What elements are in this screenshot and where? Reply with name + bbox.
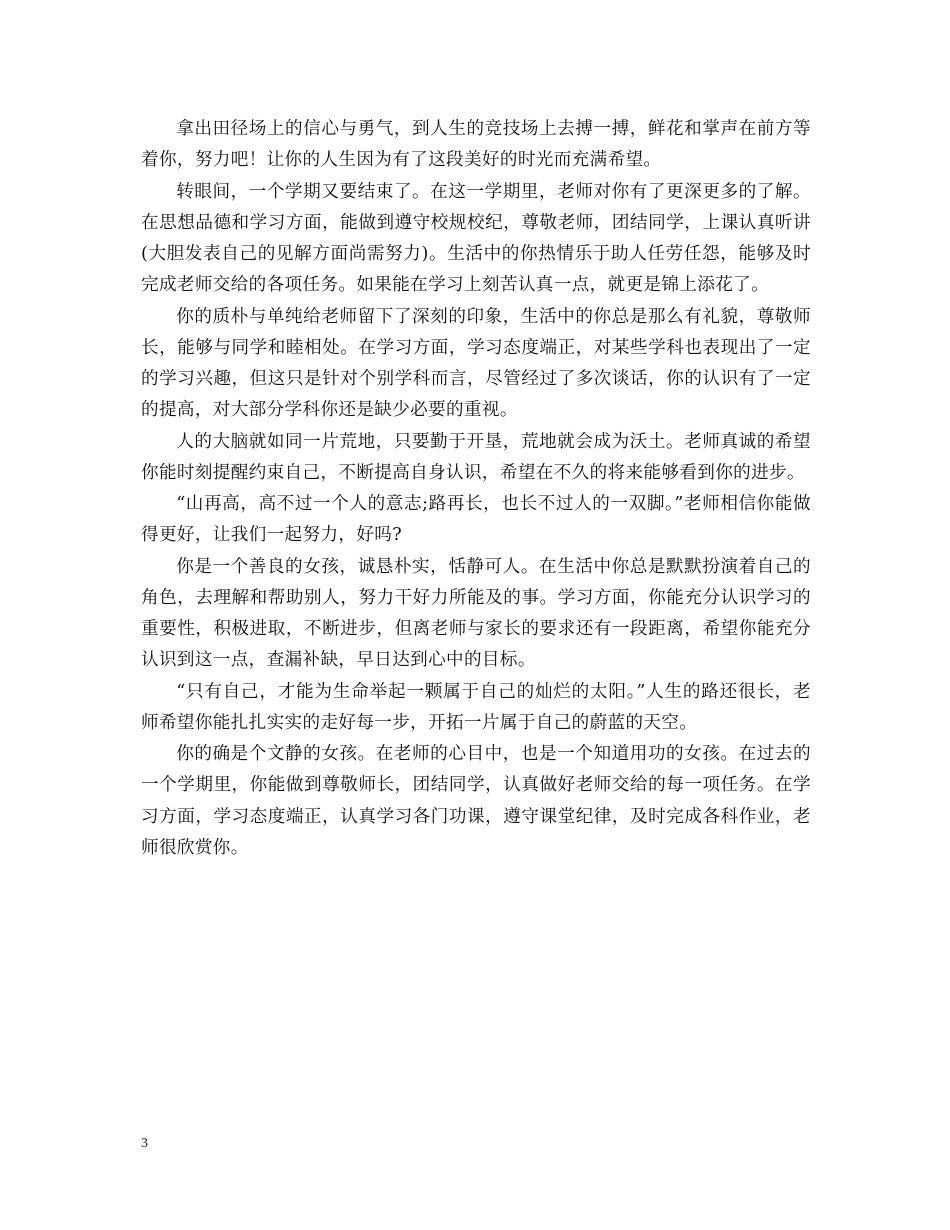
- paragraph-7: “只有自己，才能为生命举起一颗属于自己的灿烂的太阳。”人生的路还很长，老师希望你能扎扎实实的走好每一步，开拓一片属于自己的蔚蓝的天空。: [141, 681, 811, 733]
- paragraph-6: 你是一个善良的女孩，诚恳朴实，恬静可人。在生活中你总是默默扮演着自己的角色，去理解和帮助别人，努力干好力所能及的事。学习方面，你能充分认识学习的重要性，积极进取，不断进步，但离老师与家长的要求还有一段距离，希望你能充分认识到这一点，查漏补缺，早日达到心中的目标。: [141, 556, 811, 671]
- paragraph-8: 你的确是个文静的女孩。在老师的心目中，也是一个知道用功的女孩。在过去的一个学期里，你能做到尊敬师长，团结同学，认真做好老师交给的每一项任务。在学习方面，学习态度端正，认真学习各门功课，遵守课堂纪律，及时完成各科作业，老师很欣赏你。: [141, 744, 811, 858]
- paragraph-2: 转眼间，一个学期又要结束了。在这一学期里，老师对你有了更深更多的了解。在思想品德和学习方面，能做到遵守校规校纪，尊敬老师，团结同学，上课认真听讲(大胆发表自己的见解方面尚需努力)。生活中的你热情乐于助人任劳任怨，能够及时完成老师交给的各项任务。如果能在学习上刻苦认真一点，就更是锦上添花了。: [141, 181, 811, 296]
- page-number: 3: [141, 1136, 148, 1151]
- paragraph-5: “山再高，高不过一个人的意志;路再长，也长不过人的一双脚。”老师相信你能做得更好，让我们一起努力，好吗?: [141, 494, 811, 546]
- document-body: [141, 114, 811, 864]
- paragraph-3: 你的质朴与单纯给老师留下了深刻的印象，生活中的你总是那么有礼貌，尊敬师长，能够与同学和睦相处。在学习方面，学习态度端正，对某些学科也表现出了一定的学习兴趣，但这只是针对个别学科而言，尽管经过了多次谈话，你的认识有了一定的提高，对大部分学科你还是缺少必要的重视。: [141, 306, 811, 421]
- paragraph-4: 人的大脑就如同一片荒地，只要勤于开垦，荒地就会成为沃土。老师真诚的希望你能时刻提醒约束自己，不断提高自身认识，希望在不久的将来能够看到你的进步。: [141, 431, 811, 483]
- paragraph-1: 拿出田径场上的信心与勇气，到人生的竞技场上去搏一搏，鲜花和掌声在前方等着你，努力吧！让你的人生因为有了这段美好的时光而充满希望。: [141, 119, 811, 171]
